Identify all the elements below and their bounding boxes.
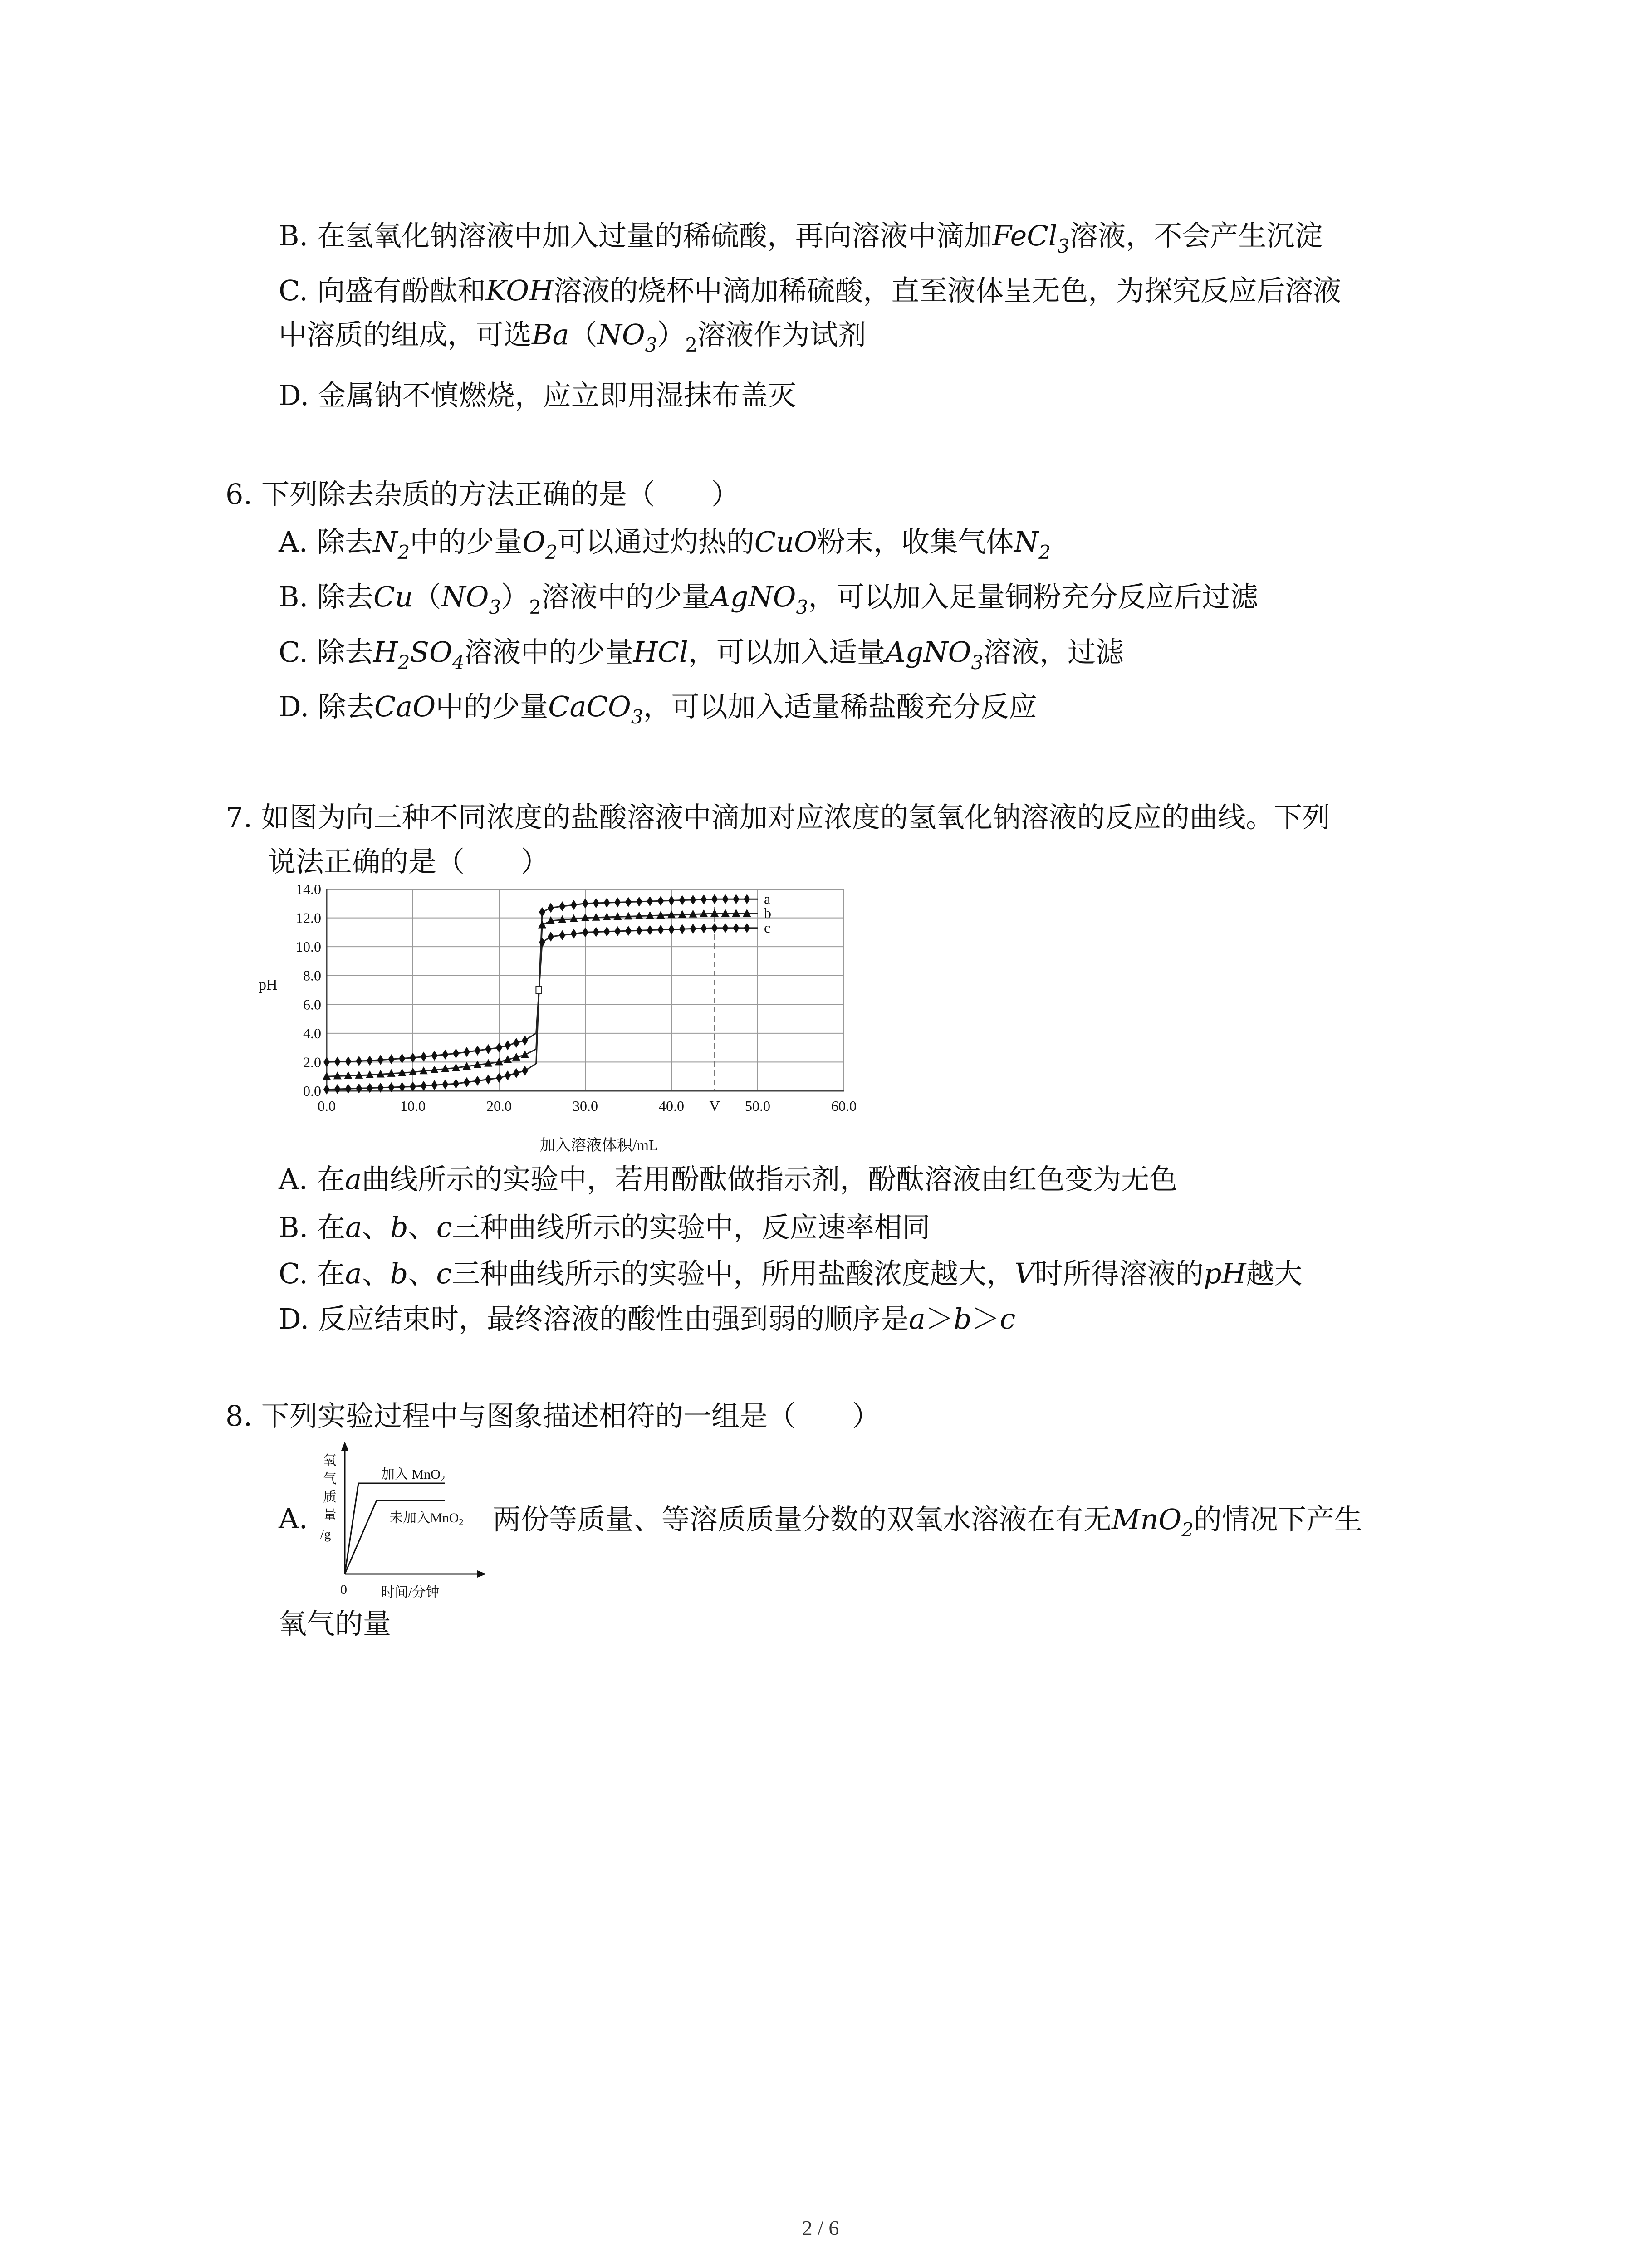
series-c-point	[679, 924, 686, 934]
q5-option-d: D. 金属钠不慎燃烧，应立即用湿抹布盖灭	[279, 379, 796, 412]
series-c-point	[733, 923, 740, 933]
q8-option-a-text-line2: 氧气的量	[279, 1607, 392, 1640]
series-c-point	[367, 1056, 373, 1066]
q8-stem: 8. 下列实验过程中与图象描述相符的一组是（ ）	[225, 1399, 880, 1432]
mini-ylabel-3: 质	[323, 1490, 337, 1505]
series-c-point	[505, 1040, 511, 1050]
q7-option-c: C. 在a、b、c三种曲线所示的实验中，所用盐酸浓度越大，V时所得溶液的pH越大	[279, 1257, 1303, 1290]
series-c-point	[614, 926, 621, 936]
series-a-point	[496, 1073, 502, 1083]
series-a-point	[323, 1085, 330, 1095]
chart-series	[323, 890, 771, 1095]
series-c-point	[647, 925, 653, 935]
series-c-point	[582, 927, 588, 937]
series-a-point	[513, 1068, 519, 1078]
mini-line-with-mno2	[345, 1483, 445, 1574]
q6-stem: 6. 下列除去杂质的方法正确的是（ ）	[225, 478, 740, 511]
x-tick-label: 0.0	[318, 1098, 336, 1114]
y-tick-label: 4.0	[303, 1025, 321, 1041]
mini-y-arrow	[341, 1442, 348, 1451]
mini-origin: 0	[340, 1582, 347, 1597]
q5-option-c-line1: C. 向盛有酚酞和KOH溶液的烧杯中滴加稀硫酸，直至液体呈无色，为探究反应后溶液	[279, 274, 1342, 307]
series-c-point	[410, 1053, 416, 1063]
series-a-label: a	[764, 890, 771, 907]
series-c-point	[690, 924, 696, 934]
q6-option-a: A. 除去$N_2$中的少量$O_2$可以通过灼热的CuO粉末，收集气体$N_2$	[279, 525, 1051, 563]
q7-stem-line2: 说法正确的是（ ）	[268, 845, 549, 878]
series-a-point	[505, 1070, 511, 1080]
mini-ylabel-1: 氧	[323, 1453, 337, 1468]
series-a-point	[657, 896, 664, 906]
series-a-point	[700, 894, 707, 904]
y-tick-label: 0.0	[303, 1083, 321, 1099]
series-a-point	[711, 894, 718, 904]
y-tick-label: 14.0	[296, 881, 321, 897]
series-a-point	[733, 894, 740, 904]
series-c-point	[388, 1054, 395, 1064]
series-c-point	[453, 1048, 459, 1058]
chart-ticks	[296, 881, 857, 1114]
series-a-point	[571, 900, 577, 910]
series-a-point	[548, 903, 554, 913]
series-a-point	[522, 1066, 528, 1076]
series-a-point	[647, 896, 653, 906]
series-c-point	[485, 1044, 491, 1054]
q6-option-d: D. 除去CaO中的少量CaCO$_3$，可以加入适量稀盐酸充分反应	[279, 690, 1037, 728]
y-tick-label: 6.0	[303, 996, 321, 1013]
series-c-point	[711, 923, 718, 933]
q8-option-a-text: 两份等质量、等溶质质量分数的双氧水溶液在有无MnO$_2$的情况下产生	[493, 1503, 1363, 1541]
series-a-point	[334, 1084, 341, 1094]
series-a-point	[410, 1081, 416, 1091]
series-c-point	[356, 1056, 362, 1066]
series-c-point	[548, 932, 554, 942]
mini-label-with-mno2: 加入 MnO$_2$	[381, 1467, 445, 1484]
x-tick-label: 50.0	[745, 1098, 770, 1114]
series-a-point	[345, 1084, 352, 1094]
series-a-point	[582, 899, 588, 909]
series-a-point	[690, 895, 696, 905]
series-a-point	[744, 894, 750, 904]
series-a-point	[604, 898, 610, 908]
series-a-point	[679, 895, 686, 905]
series-c-point	[464, 1047, 470, 1057]
series-c-point	[593, 927, 599, 937]
series-a-point	[485, 1075, 491, 1085]
x-tick-label: 40.0	[659, 1098, 684, 1114]
series-c-point	[668, 924, 675, 934]
series-a-point	[442, 1080, 448, 1090]
series-c-point	[559, 930, 565, 940]
q6-option-c: C. 除去$H_2SO_4$溶液中的少量HCl，可以加入适量AgNO$_3$溶液，过滤	[279, 635, 1124, 674]
x-tick-label: 20.0	[486, 1098, 512, 1114]
mini-label-without-mno2: 未加入MnO$_2$	[389, 1510, 464, 1527]
series-a-point	[475, 1076, 481, 1086]
series-a-point	[431, 1080, 438, 1090]
series-a-point	[636, 897, 642, 907]
y-tick-label: 10.0	[296, 938, 321, 955]
series-c-point	[539, 938, 545, 948]
q7-option-b: B. 在a、b、c三种曲线所示的实验中，反应速率相同	[279, 1211, 931, 1244]
q8-option-a-label: A.	[279, 1502, 308, 1535]
series-c-point	[334, 1057, 341, 1067]
series-b-point	[521, 1051, 529, 1058]
series-c-point	[377, 1055, 384, 1065]
series-c-point	[513, 1038, 519, 1048]
series-c-point	[657, 925, 664, 935]
series-c-point	[442, 1050, 448, 1060]
series-c-point	[421, 1052, 427, 1062]
x-axis-label: 加入溶液体积/mL	[540, 1137, 658, 1154]
q7-option-a: A. 在a曲线所示的实验中，若用酚酞做指示剂，酚酞溶液由红色变为无色	[279, 1163, 1178, 1196]
series-c-point	[700, 924, 707, 934]
q6-option-b: B. 除去$Cu(NO_3)_2$溶液中的少量AgNO$_3$，可以加入足量铜粉充分反应后过滤	[279, 580, 1259, 618]
series-c-point	[604, 927, 610, 937]
x-tick-label: 30.0	[573, 1098, 598, 1114]
y-tick-label: 12.0	[296, 909, 321, 926]
series-a-point	[722, 894, 729, 904]
series-c-point	[496, 1043, 502, 1053]
q5-option-b: B. 在氢氧化钠溶液中加入过量的稀硫酸，再向溶液中滴加FeCl$_3$溶液，不会产生沉淀	[279, 219, 1323, 257]
x-tick-label: 10.0	[400, 1098, 426, 1114]
x-tick-label: 60.0	[831, 1098, 857, 1114]
series-c-point	[571, 929, 577, 939]
series-a-point	[421, 1081, 427, 1091]
series-a-point	[464, 1077, 470, 1087]
page-number: 2 / 6	[802, 2216, 839, 2239]
series-a-point	[668, 895, 675, 905]
series-c-point	[636, 925, 642, 935]
y-tick-label: 8.0	[303, 967, 321, 984]
equivalence-marker	[536, 987, 541, 994]
x-tick-label: V	[709, 1098, 720, 1114]
q7-option-d: D. 反应结束时，最终溶液的酸性由强到弱的顺序是a＞b＞c	[279, 1302, 1016, 1335]
series-a-point	[539, 907, 545, 917]
series-c-point	[475, 1046, 481, 1056]
series-c-label: c	[764, 919, 771, 936]
y-tick-label: 2.0	[303, 1054, 321, 1070]
oxygen-mass-mini-chart	[313, 1438, 495, 1606]
series-c-point	[323, 1057, 330, 1067]
series-a-point	[614, 897, 621, 907]
series-c-point	[522, 1036, 528, 1046]
series-c-point	[722, 923, 729, 933]
y-axis-label: pH	[259, 977, 278, 993]
q5-option-c-line2: 中溶质的组成，可选$Ba(NO_3)_2$溶液作为试剂	[279, 318, 867, 356]
series-a-point	[593, 898, 599, 908]
mini-ylabel-4: 量	[323, 1508, 337, 1523]
series-c-line	[327, 928, 758, 1062]
ph-titration-chart	[245, 880, 898, 1161]
mini-ylabel-5: /g	[320, 1527, 331, 1542]
series-a-point	[625, 897, 632, 907]
series-b-label: b	[764, 905, 771, 922]
mini-xlabel: 时间/分钟	[381, 1585, 440, 1600]
mini-ylabel-2: 气	[323, 1471, 337, 1486]
series-c-point	[625, 926, 632, 936]
series-c-point	[744, 923, 750, 933]
series-a-point	[559, 901, 565, 911]
series-c-point	[345, 1056, 352, 1066]
series-a-point	[356, 1083, 362, 1093]
q7-stem-line1: 7. 如图为向三种不同浓度的盐酸溶液中滴加对应浓度的氢氧化钠溶液的反应的曲线。下列	[225, 801, 1330, 834]
mini-x-arrow	[477, 1570, 486, 1578]
series-c-point	[431, 1051, 438, 1061]
series-a-point	[453, 1079, 459, 1089]
